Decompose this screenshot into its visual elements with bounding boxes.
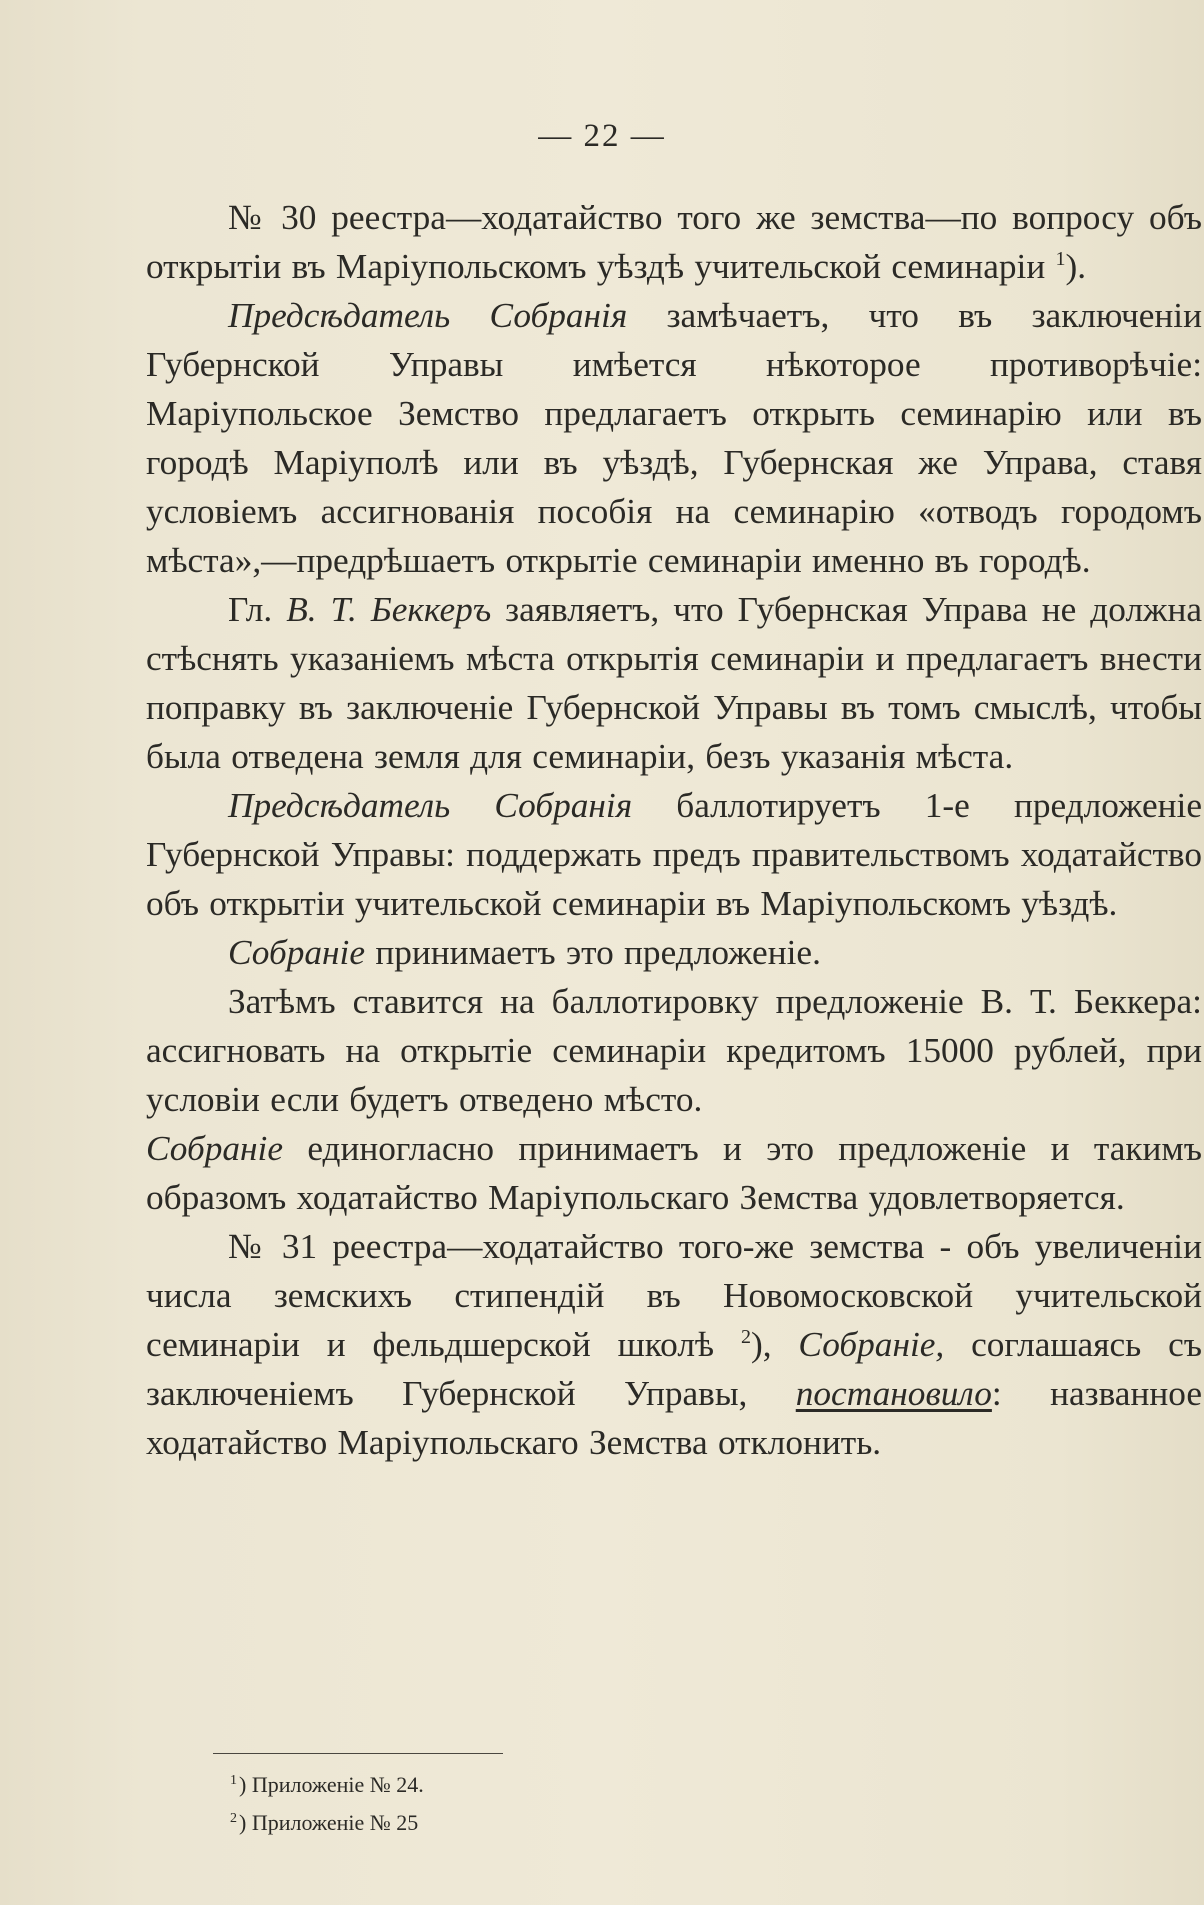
paragraph-assembly-unanimous xyxy=(146,1124,1202,1222)
page-number: — 22 — xyxy=(538,118,666,154)
paragraph-item-30 xyxy=(146,193,1202,291)
footnote-ref-1[interactable]: 1 xyxy=(1055,248,1066,270)
footnote-divider xyxy=(213,1753,503,1754)
item-31-end: ), xyxy=(750,1325,772,1364)
assembly-accepts-text: принимаетъ это предложеніе. xyxy=(365,933,821,972)
decision-word: постановило xyxy=(795,1374,992,1413)
speaker-chairman-vote: Предсѣдатель Собранія xyxy=(228,786,633,825)
paragraph-item-31 xyxy=(146,1222,1202,1467)
chairman-remark-text: замѣчаетъ, что въ заключеніи Губернской Управы имѣется нѣкоторое противорѣчіе: Маріупольское Земство предлагаетъ открыть семинарію или въ городѣ Маріуполѣ или въ уѣздѣ, Губернская же Управа, ставя условіемъ ассигнованія пособія на семинарію «отводъ городомъ мѣста»,—предрѣшаетъ открытіе семинаріи именно въ городѣ. xyxy=(146,296,1202,580)
becker-prefix: Гл. xyxy=(228,590,287,629)
speaker-assembly-unanimous: Собраніе xyxy=(146,1129,283,1168)
paragraph-chairman-vote xyxy=(146,781,1202,928)
becker-proposal-text: Затѣмъ ставится на баллотировку предложеніе В. Т. Беккера: ассигновать на открытіе семинаріи кредитомъ 15000 рублей, при условіи если будетъ отведено мѣсто. xyxy=(146,982,1202,1119)
body-text xyxy=(146,193,1202,1467)
item-30-text: № 30 реестра—ходатайство того же земства—по вопросу объ открытіи въ Маріупольскомъ уѣздѣ учительской семинаріи xyxy=(146,198,1202,286)
footnote-2 xyxy=(230,1802,424,1840)
item-30-end: ). xyxy=(1065,247,1087,286)
footnote-1-text: ) Приложеніе № 24. xyxy=(239,1772,424,1797)
footnote-2-text: ) Приложеніе № 25 xyxy=(239,1810,419,1835)
item-31-text: № 31 реестра—ходатайство того-же земства - объ увеличеніи числа земскихъ стипендій въ Новомосковской учительской семинаріи и фельдшерской школѣ xyxy=(146,1227,1202,1364)
footnote-2-mark: 2 xyxy=(230,1811,237,1826)
paragraph-assembly-accepts xyxy=(146,928,1202,977)
speaker-becker: В. Т. Беккеръ xyxy=(286,590,492,629)
assembly-decision-text-b: : названное ходатайство Маріупольскаго Земства отклонить. xyxy=(146,1374,1202,1462)
paragraph-becker-proposal-vote xyxy=(146,977,1202,1124)
footnote-1-mark: 1 xyxy=(230,1773,237,1788)
speaker-assembly: Собраніе xyxy=(228,933,365,972)
chairman-vote-text: баллотируетъ 1-е предложеніе Губернской Управы: поддержать предъ правительствомъ ходатайство объ открытіи учительской семинаріи въ Маріупольскомъ уѣздѣ. xyxy=(146,786,1202,923)
footnotes xyxy=(230,1764,424,1840)
assembly-decision-text-a: соглашаясь съ заключеніемъ Губернской Управы, xyxy=(146,1325,1202,1413)
footnote-1 xyxy=(230,1764,424,1802)
speaker-assembly-decision: Собраніе, xyxy=(798,1325,945,1364)
becker-statement-text: заявляетъ, что Губернская Управа не должна стѣснять указаніемъ мѣста открытія семинаріи и предлагаетъ внести поправку въ заключеніе Губернской Управы въ томъ смыслѣ, чтобы была отведена земля для семинаріи, безъ указанія мѣста. xyxy=(146,590,1203,776)
speaker-chairman: Предсѣдатель Собранія xyxy=(228,296,628,335)
paragraph-becker-statement xyxy=(146,585,1202,781)
footnote-ref-2[interactable]: 2 xyxy=(740,1326,751,1348)
assembly-unanimous-text: единогласно принимаетъ и это предложеніе и такимъ образомъ ходатайство Маріупольскаго Земства удовлетворяется. xyxy=(146,1129,1202,1217)
paragraph-chairman-remark xyxy=(146,291,1202,585)
